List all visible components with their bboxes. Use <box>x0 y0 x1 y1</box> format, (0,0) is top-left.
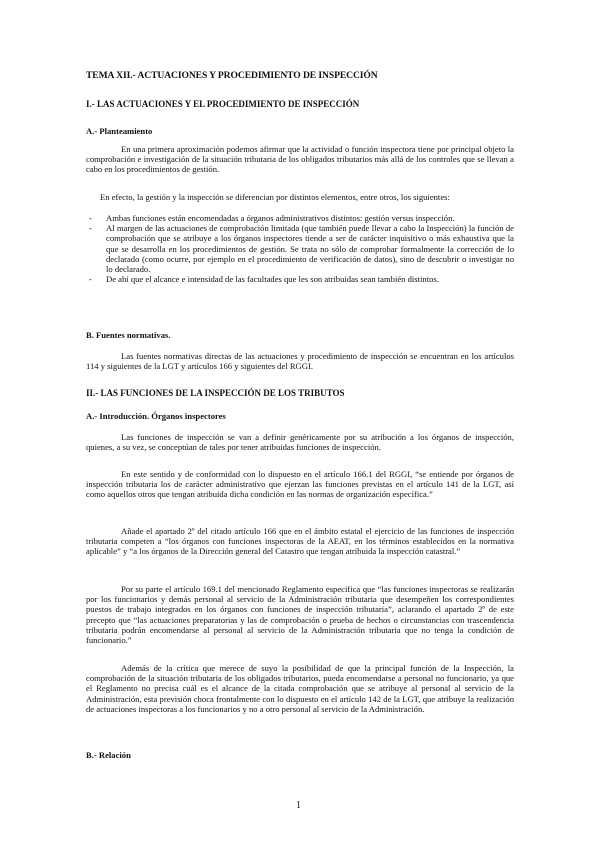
section-1b-heading: B. Fuentes normativas. <box>86 330 171 340</box>
document-title: TEMA XII.- ACTUACIONES Y PROCEDIMIENTO DE INSPECCIÓN <box>86 70 378 81</box>
list-item-text: Ambas funciones están encomendadas a órganos administrativos distintos: gestión versus inspección. <box>106 213 455 223</box>
list-item <box>86 213 514 223</box>
list-item <box>86 223 514 274</box>
list-item <box>86 274 514 284</box>
section-2-heading: II.- LAS FUNCIONES DE LA INSPECCIÓN DE LOS TRIBUTOS <box>86 388 345 398</box>
section-2a-heading: A.- Introducción. Órganos inspectores <box>86 411 226 421</box>
section-1a-heading: A.- Planteamiento <box>86 126 153 136</box>
paragraph: Las fuentes normativas directas de las actuaciones y procedimiento de inspección se encuentran en los artículos 114 y siguientes de la LGT y artículos 166 y siguientes del RGGI. <box>86 351 514 372</box>
bullet-list <box>86 213 514 284</box>
paragraph: Las funciones de inspección se van a definir genéricamente por su atribución a los órganos de inspección, quienes, a su vez, se conceptúan de tales por tener atribuidas funciones de inspección. <box>86 432 514 453</box>
paragraph: En este sentido y de conformidad con lo dispuesto en el artículo 166.1 del RGGI, “se entiende por órganos de inspección tributaria los de carácter administrativo que ejerzan las funciones previstas en el artículo 141 de la LGT, así como aquellos otros que tengan atribuida dicha condición en las normas de organización específica.” <box>86 469 514 500</box>
bullet-dash: - <box>89 213 92 223</box>
section-1-heading: I.- LAS ACTUACIONES Y EL PROCEDIMIENTO DE INSPECCIÓN <box>86 99 360 109</box>
paragraph: Añade el apartado 2º del citado artículo 166 que en el ámbito estatal el ejercicio de las funciones de inspección tributaria competen a “los órganos con funciones inspectoras de la AEAT, en los términos establecidos en la normativa aplicable” y “a los órganos de la Dirección general del Catastro que tengan atribuida la inspección catastral.” <box>86 526 514 557</box>
paragraph: Además de la crítica que merece de suyo la posibilidad de que la principal función de la Inspección, la comprobación de la situación tributaria de los obligados tributarios, pueda encomendarse a personal no funcionario, ya que el Reglamento no precisa cuál es el alcance de la citada comprobación que se atribuye al personal al servicio de la Administración, esta previsión choca frontalmente con lo dispuesto en el artículo 142 de la LGT, que atribuye la realización de actuaciones inspectoras a los funcionarios y no a otro personal al servicio de la Administración. <box>86 663 514 714</box>
bullet-dash: - <box>89 223 92 234</box>
list-item-text: Al margen de las actuaciones de comprobación limitada (que también puede llevar a cabo la Inspección) la función de comprobación que se atribuye a los órganos inspectores tiende a ser de carácter inquisitivo o más exhaustiva que la que se desarrolla en los procedimientos de gestión. Se trata no sólo de comprobar formalmente la corrección de lo declarado (como ocurre, por ejemplo en el procedimiento de verificación de datos), sino de descubrir o investigar no lo declarado. <box>106 223 514 275</box>
paragraph: En una primera aproximación podemos afirmar que la actividad o función inspectora tiene por principal objeto la comprobación e investigación de la situación tributaria de los obligados tributarios más allá de los controles que se llevan a cabo en los procedimientos de gestión. <box>86 144 514 175</box>
section-2b-heading: B.- Relación <box>86 750 131 760</box>
page-number: 1 <box>296 800 301 811</box>
paragraph: Por su parte el artículo 169.1 del mencionado Reglamento especifica que “las funciones inspectoras se realizarán por los funcionarios y demás personal al servicio de la Administración tributaria que desempeñen los correspondientes puestos de trabajo integrados en los órganos con funciones de inspección tributaria”, aclarando el apartado 2º de este precepto que “las actuaciones preparatorias y las de comprobación o prueba de hechos o circunstancias con trascendencia tributaria podrán encomendarse al personal al servicio de la Administración tributaria que no tenga la condición de funcionario.” <box>86 584 514 646</box>
list-item-text: De ahí que el alcance e intensidad de las facultades que les son atribuidas sean también distintos. <box>106 274 439 285</box>
bullet-dash: - <box>89 274 92 285</box>
paragraph: En efecto, la gestión y la inspección se diferencian por distintos elementos, entre otros, los siguientes: <box>100 192 450 202</box>
